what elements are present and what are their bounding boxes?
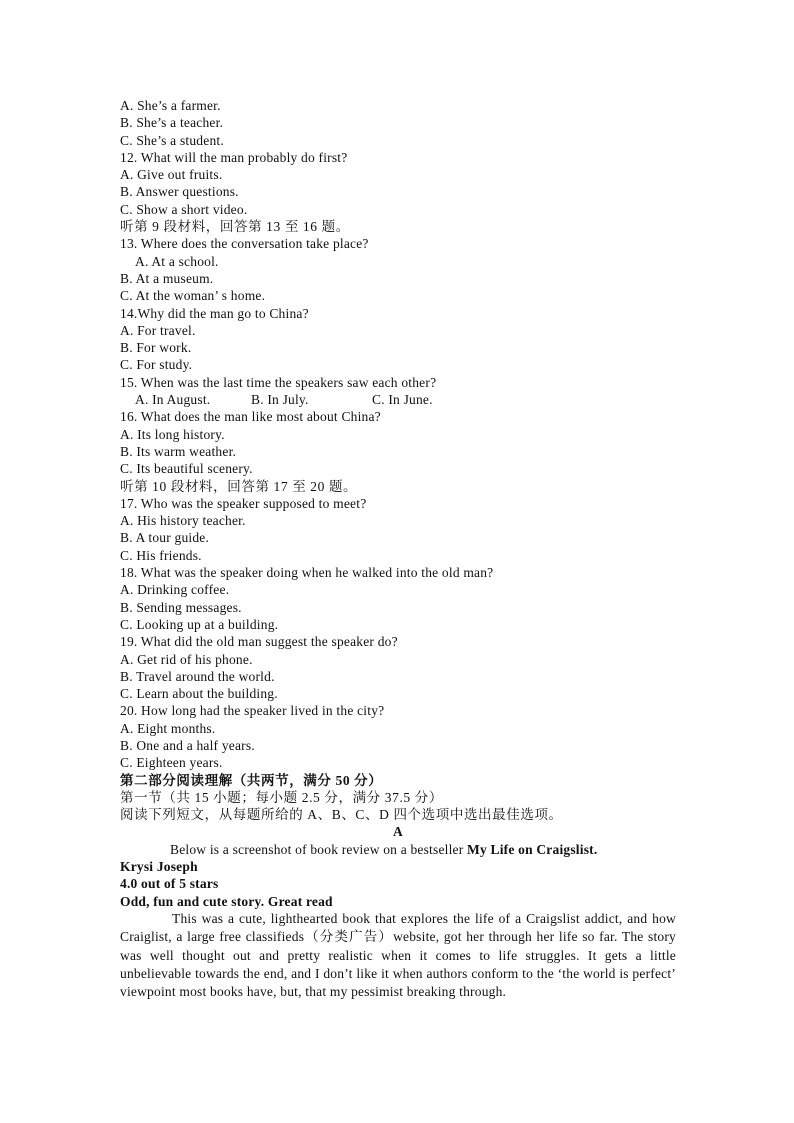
option-line: C. Eighteen years. — [120, 755, 223, 771]
review-rating: 4.0 out of 5 stars — [120, 876, 219, 892]
option-line: B. Its warm weather. — [120, 443, 237, 459]
option-line: A. Drinking coffee. — [120, 582, 230, 598]
question-12: 12. What will the man probably do first? — [120, 149, 348, 165]
question-15-options — [120, 391, 676, 408]
option-line: A. She’s a farmer. — [120, 98, 221, 113]
question-13: 13. Where does the conversation take place? — [120, 236, 369, 252]
option-line: A. At a school. — [135, 253, 219, 269]
option-line: A. For travel. — [120, 322, 196, 338]
listening-questions-part1 — [120, 97, 676, 408]
option-line: B. One and a half years. — [120, 737, 255, 753]
question-16: 16. What does the man like most about China? — [120, 409, 381, 425]
option-b: B. In July. — [251, 392, 309, 408]
question-14: 14.Why did the man go to China? — [120, 305, 309, 321]
subsection-title: 第一节（共 15 小题；每小题 2.5 分，满分 37.5 分） — [120, 789, 443, 805]
option-line: C. His friends. — [120, 547, 202, 563]
option-line: C. Show a short video. — [120, 201, 248, 217]
option-line: B. For work. — [120, 340, 192, 356]
option-line: A. Get rid of his phone. — [120, 651, 253, 667]
option-line: B. Answer questions. — [120, 184, 239, 200]
option-c: C. In June. — [372, 392, 433, 408]
question-19: 19. What did the old man suggest the speaker do? — [120, 634, 398, 650]
option-line: A. Give out fruits. — [120, 167, 223, 183]
section-instruction-10: 听第 10 段材料，回答第 17 至 20 题。 — [120, 478, 358, 494]
reviewer-name: Krysi Joseph — [120, 859, 198, 875]
question-17: 17. Who was the speaker supposed to meet? — [120, 495, 367, 511]
option-line: A. Its long history. — [120, 426, 225, 442]
listening-questions-part2 — [120, 408, 676, 771]
reading-instruction: 阅读下列短文，从每题所给的 A、B、C、D 四个选项中选出最佳选项。 — [120, 807, 563, 823]
exam-page — [120, 97, 676, 1001]
question-15: 15. When was the last time the speakers saw each other? — [120, 374, 437, 390]
reading-section — [120, 772, 676, 1002]
passage-label: A — [393, 824, 403, 840]
option-line: C. Learn about the building. — [120, 686, 278, 702]
option-line: C. Looking up at a building. — [120, 616, 279, 632]
option-line: B. Sending messages. — [120, 599, 242, 615]
option-line: B. At a museum. — [120, 270, 214, 286]
section-instruction-9: 听第 9 段材料，回答第 13 至 16 题。 — [120, 219, 350, 235]
option-line: B. Travel around the world. — [120, 668, 275, 684]
option-line: A. Eight months. — [120, 720, 216, 736]
option-line: C. For study. — [120, 357, 193, 373]
part-title: 第二部分阅读理解（共两节，满分 50 分） — [120, 772, 383, 788]
question-18: 18. What was the speaker doing when he walked into the old man? — [120, 565, 494, 581]
option-a: A. In August. — [135, 392, 211, 408]
option-line: B. A tour guide. — [120, 530, 210, 546]
question-20: 20. How long had the speaker lived in the city? — [120, 703, 385, 719]
option-line: C. Its beautiful scenery. — [120, 461, 253, 477]
option-line: C. At the woman’ s home. — [120, 288, 266, 304]
passage-intro — [120, 841, 676, 858]
option-line: B. She’s a teacher. — [120, 115, 224, 131]
book-title: My Life on Craigslist. — [467, 841, 598, 857]
option-line: A. His history teacher. — [120, 513, 246, 529]
review-title: Odd, fun and cute story. Great read — [120, 893, 333, 909]
review-body: This was a cute, lighthearted book that explores the life of a Craigslist addict, and how Craiglist, a large free classifieds（分类广告）website, got her through her life so far. The story was well thought out and pretty realistic when it comes to life struggles. It gets a little unbelievable towards the end, and I don’t like it when authors conform to the ‘the world is perfect’ viewpoint most books have, but, that my pessimist breaking through. — [120, 910, 676, 1000]
option-line: C. She’s a student. — [120, 132, 224, 148]
intro-text: Below is a screenshot of book review on a bestseller — [170, 841, 468, 857]
